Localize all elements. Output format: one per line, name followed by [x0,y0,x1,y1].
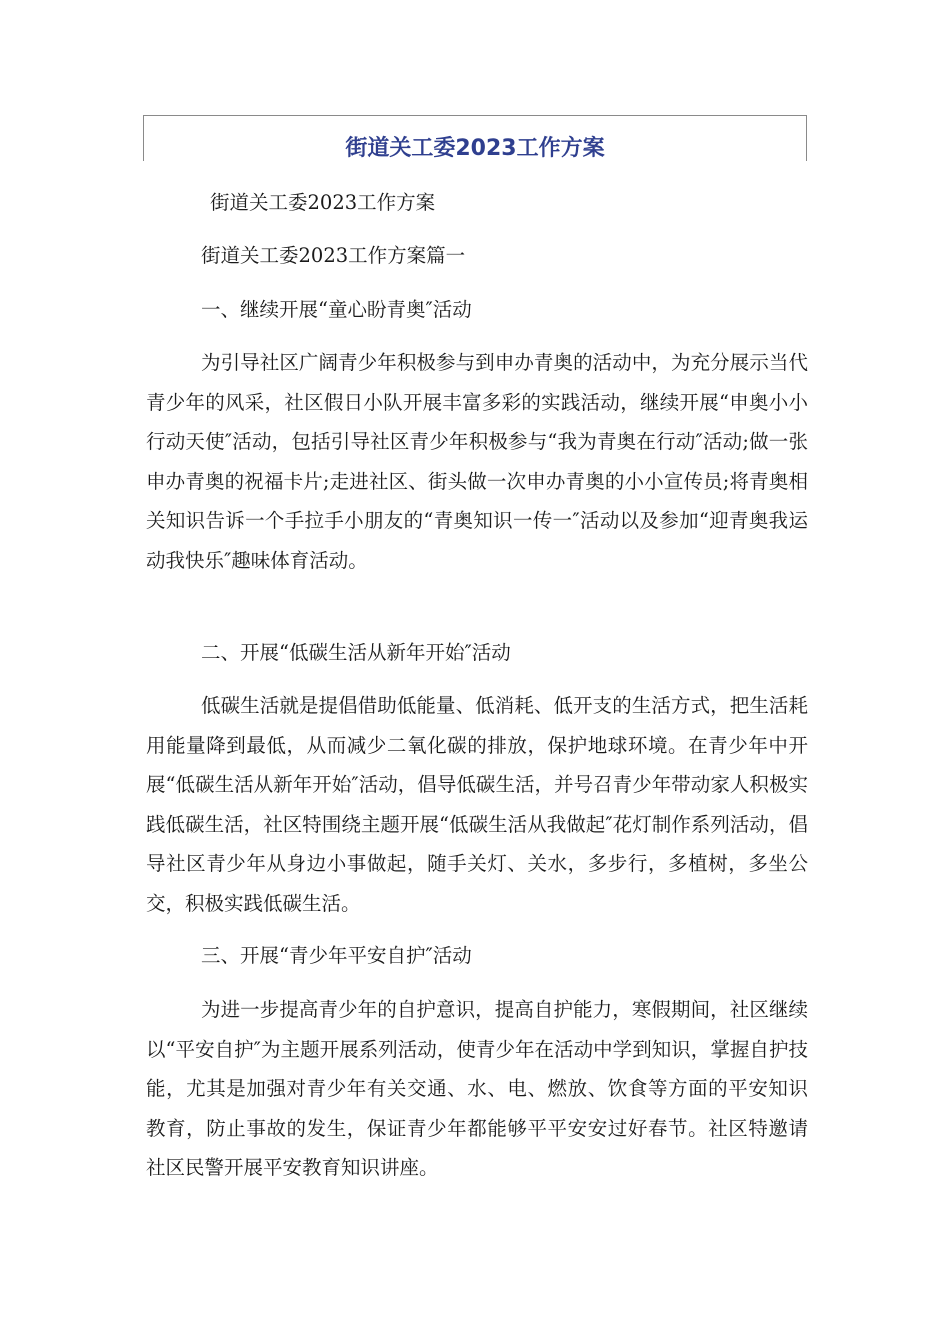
heading-1: 一、继续开展“童心盼青奥″活动 [201,298,472,321]
heading-3: 三、开展“青少年平安自护″活动 [201,944,472,967]
paragraph-3: 为进一步提高青少年的自护意识，提高自护能力，寒假期间，社区继续以“平安自护″为主题开展系列活动，使青少年在活动中学到知识，掌握自护技能，尤其是加强对青少年有关交通、水、电、燃放、饮食等方面的平安知识教育，防止事故的发生，保证青少年都能够平平安安过好春节。社区特邀请社区民警开展平安教育知识讲座。 [146,998,808,1179]
paragraph-1: 为引导社区广阔青少年积极参与到申办青奥的活动中，为充分展示当代青少年的风采，社区假日小队开展丰富多彩的实践活动，继续开展“申奥小小行动天使″活动，包括引导社区青少年积极参与“我为青奥在行动″活动;做一张申办青奥的祝福卡片;走进社区、街头做一次申办青奥的小小宣传员;将青奥相关知识告诉一个手拉手小朋友的“青奥知识一传一″活动以及参加“迎青奥我运动我快乐″趣味体育活动。 [146,351,808,572]
heading-2: 二、开展“低碳生活从新年开始″活动 [201,641,511,664]
page-title: 街道关工委2023工作方案 [345,136,605,161]
section-title: 街道关工委2023工作方案篇一 [201,244,466,267]
paragraph-2: 低碳生活就是提倡借助低能量、低消耗、低开支的生活方式，把生活耗用能量降到最低，从而减少二氧化碳的排放，保护地球环境。在青少年中开展“低碳生活从新年开始″活动，倡导低碳生活，并号召青少年带动家人积极实践低碳生活，社区特围绕主题开展“低碳生活从我做起″花灯制作系列活动，倡导社区青少年从身边小事做起，随手关灯、关水，多步行，多植树，多坐公交，积极实践低碳生活。 [146,694,808,915]
document-subtitle: 街道关工委2023工作方案 [210,191,436,214]
